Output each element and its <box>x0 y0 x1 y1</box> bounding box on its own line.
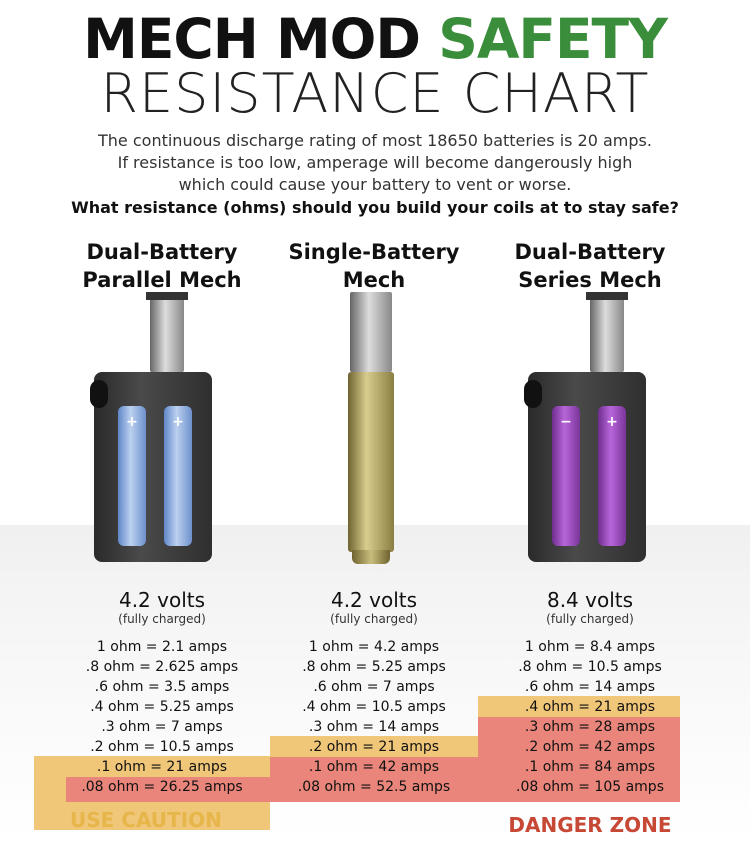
heading-line1: Dual-Battery <box>86 240 238 264</box>
parallel-mech-device <box>94 292 214 564</box>
list-item: .8 ohm = 2.625 amps <box>85 659 239 675</box>
list-item: 1 ohm = 8.4 amps <box>524 639 656 655</box>
list-item: .8 ohm = 10.5 amps <box>518 659 662 675</box>
rows-single <box>264 637 484 797</box>
heading-line1: Dual-Battery <box>514 240 666 264</box>
list-item: .1 ohm = 84 amps <box>524 759 656 775</box>
series-mech-device <box>528 292 648 564</box>
volts-series: 8.4 volts <box>546 588 634 612</box>
list-item: .8 ohm = 5.25 amps <box>302 659 446 675</box>
title-part1: MECH MOD <box>83 7 439 71</box>
list-item: .4 ohm = 21 amps <box>524 699 656 715</box>
list-item: .08 ohm = 52.5 amps <box>297 779 451 795</box>
drip-tip <box>146 292 188 300</box>
list-item: .6 ohm = 3.5 amps <box>94 679 230 695</box>
list-item: .3 ohm = 7 amps <box>101 719 223 735</box>
title-line1 <box>0 8 750 70</box>
list-item: .3 ohm = 28 amps <box>524 719 656 735</box>
list-item: .08 ohm = 26.25 amps <box>81 779 243 795</box>
rows-series <box>480 637 700 797</box>
list-item: .2 ohm = 42 amps <box>524 739 656 755</box>
fully-charged-series: (fully charged) <box>546 612 634 626</box>
question: What resistance (ohms) should you build your coils at to stay safe? <box>71 198 679 217</box>
list-item: .4 ohm = 5.25 amps <box>90 699 234 715</box>
list-item: .4 ohm = 10.5 amps <box>302 699 446 715</box>
fully-charged-parallel: (fully charged) <box>118 612 206 626</box>
rows-parallel <box>52 637 272 797</box>
list-item: .2 ohm = 21 amps <box>308 739 440 755</box>
single-mech-device <box>342 292 402 564</box>
use-caution-label: USE CAUTION <box>70 808 222 832</box>
description-line2: If resistance is too low, amperage will become dangerously high <box>117 153 633 172</box>
mod-box <box>94 372 212 562</box>
heading-line2: Parallel Mech <box>82 268 242 292</box>
list-item: .6 ohm = 7 amps <box>313 679 435 695</box>
mech-tube <box>348 372 394 552</box>
battery-icon: + <box>164 406 192 546</box>
fully-charged-single: (fully charged) <box>330 612 418 626</box>
description-line3: which could cause your battery to vent or worse. <box>178 175 572 194</box>
list-item: .6 ohm = 14 amps <box>524 679 656 695</box>
atomizer-tank <box>350 292 392 372</box>
list-item: .2 ohm = 10.5 amps <box>90 739 234 755</box>
title-safety: SAFETY <box>438 7 667 71</box>
fire-button <box>524 380 542 408</box>
fire-button <box>352 550 390 564</box>
column-heading-parallel <box>52 238 272 294</box>
mod-box <box>528 372 646 562</box>
drip-tip <box>586 292 628 300</box>
column-heading-series <box>480 238 700 294</box>
heading-line2: Series Mech <box>518 268 662 292</box>
battery-icon: − <box>552 406 580 546</box>
atomizer-tank <box>150 294 184 372</box>
volts-parallel: 4.2 volts <box>118 588 206 612</box>
danger-zone-label: DANGER ZONE <box>508 813 672 837</box>
list-item: .08 ohm = 105 amps <box>516 779 664 795</box>
list-item: 1 ohm = 2.1 amps <box>96 639 228 655</box>
volts-single: 4.2 volts <box>330 588 418 612</box>
heading-line2: Mech <box>342 268 406 292</box>
fire-button <box>90 380 108 408</box>
description-line1: The continuous discharge rating of most 18650 batteries is 20 amps. <box>98 131 652 150</box>
list-item: .1 ohm = 42 amps <box>308 759 440 775</box>
list-item: .1 ohm = 21 amps <box>96 759 228 775</box>
list-item: .3 ohm = 14 amps <box>308 719 440 735</box>
column-heading-single <box>264 238 484 294</box>
title-line2: RESISTANCE CHART <box>100 62 650 125</box>
atomizer-tank <box>590 294 624 372</box>
description <box>20 130 730 196</box>
battery-icon: + <box>118 406 146 546</box>
battery-icon: + <box>598 406 626 546</box>
list-item: 1 ohm = 4.2 amps <box>308 639 440 655</box>
heading-line1: Single-Battery <box>288 240 460 264</box>
